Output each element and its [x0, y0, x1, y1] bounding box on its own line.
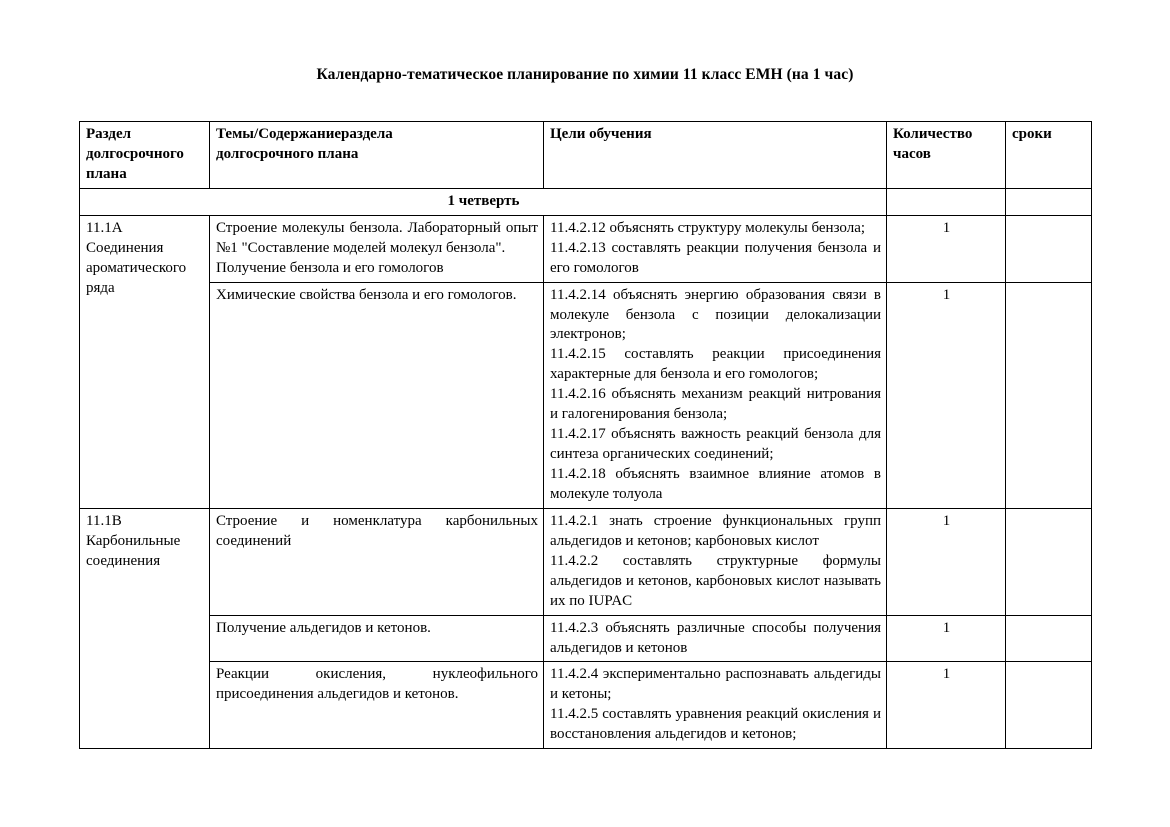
objectives-cell [544, 508, 887, 615]
table-row [80, 662, 1092, 749]
header-label-section: Раздел долгосрочного плана [86, 126, 184, 182]
objective-item: 11.4.2.13 составлять реакции получения бензола и его гомологов [550, 239, 881, 276]
objective-item: 11.4.2.17 объяснять важность реакций бензола для синтеза органических соединений; [550, 426, 881, 463]
objectives-cell [544, 662, 887, 749]
section-cell-aromatic [80, 215, 210, 508]
hours-cell: 1 [887, 508, 1006, 615]
table-row [80, 215, 1092, 282]
section-code-line: 11.1В [86, 512, 122, 529]
topic-cell [210, 508, 544, 615]
objectives-cell [544, 282, 887, 508]
header-cell-dates [1006, 122, 1092, 189]
dates-cell [1006, 282, 1092, 508]
quarter-row [80, 188, 1092, 215]
header-cell-topics [210, 122, 544, 189]
objective-item: 11.4.2.1 знать строение функциональных групп альдегидов и кетонов; карбоновых кислот [550, 512, 881, 549]
section-cell-carbonyl [80, 508, 210, 748]
topic-text: Получение бензола и его гомологов [216, 259, 444, 276]
topic-cell [210, 282, 544, 508]
table-row [80, 508, 1092, 615]
objective-item: 11.4.2.16 объяснять механизм реакций нитрования и галогенирования бензола; [550, 386, 881, 423]
table-row [80, 615, 1092, 662]
objective-item: 11.4.2.15 составлять реакции присоединения характерные для бензола и его гомологов; [550, 346, 881, 383]
topic-text: Получение альдегидов и кетонов. [216, 619, 431, 636]
quarter-hours-cell [887, 188, 1006, 215]
hours-cell: 1 [887, 662, 1006, 749]
hours-cell: 1 [887, 282, 1006, 508]
planning-table [79, 121, 1092, 749]
header-cell-hours [887, 122, 1006, 189]
section-name: Соединения ароматического ряда [86, 239, 187, 296]
dates-cell [1006, 508, 1092, 615]
header-cell-objectives [544, 122, 887, 189]
objectives-cell [544, 615, 887, 662]
header-cell-section [80, 122, 210, 189]
hours-cell: 1 [887, 615, 1006, 662]
topic-cell [210, 662, 544, 749]
header-label-objectives: Цели обучения [550, 126, 652, 142]
topic-text: Химические свойства бензола и его гомологов. [216, 286, 517, 303]
objective-item: 11.4.2.14 объяснять энергию образования связи в молекуле бензола с позиции делокализации электронов; [550, 286, 881, 343]
page-title: Календарно-тематическое планирование по химии 11 класс ЕМН (на 1 час) [316, 66, 854, 83]
topic-text: Строение и номенклатура карбонильных соединений [216, 512, 538, 549]
topic-cell [210, 215, 544, 282]
table-row [80, 282, 1092, 508]
quarter-dates-cell [1006, 188, 1092, 215]
quarter-label-cell: 1 четверть [80, 188, 887, 215]
topic-text: Реакции окисления, нуклеофильного присоединения альдегидов и кетонов. [216, 666, 538, 703]
objective-item: 11.4.2.4 экспериментально распознавать альдегиды и кетоны; [550, 666, 881, 703]
objective-item: 11.4.2.3 объяснять различные способы получения альдегидов и кетонов [550, 619, 881, 656]
dates-cell [1006, 615, 1092, 662]
topic-text: Строение молекулы бензола. Лабораторный опыт №1 "Составление моделей молекул бензола". [216, 219, 538, 256]
objectives-cell [544, 215, 887, 282]
objective-item: 11.4.2.18 объяснять взаимное влияние атомов в молекуле толуола [550, 466, 881, 502]
hours-cell: 1 [887, 215, 1006, 282]
header-label-topics-line1: Темы/Содержаниераздела [216, 126, 393, 142]
section-code-line: 11.1А [86, 219, 123, 236]
objective-item: 11.4.2.5 составлять уравнения реакций окисления и восстановления альдегидов и кетонов; [550, 706, 881, 743]
header-label-dates: сроки [1012, 126, 1052, 142]
section-name: Карбонильные соединения [86, 532, 181, 569]
dates-cell [1006, 662, 1092, 749]
table-header-row [80, 122, 1092, 189]
objective-item: 11.4.2.12 объяснять структуру молекулы бензола; [550, 219, 866, 236]
objective-item: 11.4.2.2 составлять структурные формулы альдегидов и кетонов, карбоновых кислот называть их по IUPAC [550, 552, 881, 609]
header-label-topics-line2: долгосрочного плана [216, 145, 359, 162]
dates-cell [1006, 215, 1092, 282]
header-label-hours: Количество часов [893, 126, 973, 162]
topic-cell [210, 615, 544, 662]
